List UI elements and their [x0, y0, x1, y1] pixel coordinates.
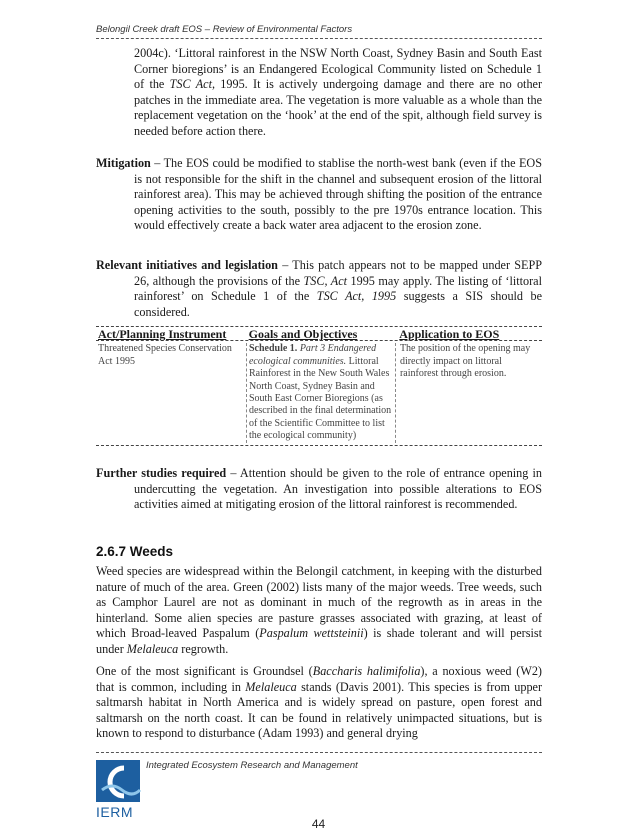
footer-divider [96, 752, 542, 753]
goal-bold: Schedule 1. [248, 343, 298, 355]
text-run: ) is shade tolerant and will persist under [96, 626, 542, 656]
iERM-logo-icon [96, 760, 144, 804]
table-header-goals: Goals and Objectives [248, 327, 358, 341]
paragraph-weeds-2 [96, 664, 542, 742]
text-run: ), a noxious weed (W2) that is common, including in [96, 664, 542, 694]
goal-italic: Part 3 Endangered ecological communities. [248, 343, 377, 367]
paragraph-relevant-initiatives [96, 258, 542, 320]
text-run: Weed species are widespread within the Belongil catchment, in keeping with the disturbed nature of much of the area. Green (2002) lists many of the major weeds. Tree weeds, such as Camphor Laurel are not as dominant in much of the regrowth as in areas in the hinterland. Some alien species are pasture grasses associated with grazing, at least of which Broad-leaved Paspalum ( [96, 564, 542, 641]
text-run: regrowth. [181, 641, 229, 656]
section-heading-weeds: 2.6.7 Weeds [96, 544, 174, 559]
legislation-table [96, 326, 542, 446]
paragraph-weeds-1 [96, 564, 542, 658]
italic-run: TSC Act, 1995 [316, 289, 397, 304]
italic-run: Melaleuca [245, 679, 297, 694]
mitigation-text: – The EOS could be modified to stablise the north-west bank (even if the EOS is not responsible for the shift in the channel and subsequent erosion of the littoral rainforest area). This may be achieved through shifting the position of the entrance opening activities to the south, possibly to the pre 1970s entrance location. This would effectively create a back water area adjacent to the erosion zone. [134, 156, 542, 233]
text-run: suggests a SIS should be considered. [134, 289, 543, 319]
mitigation-lead: Mitigation [96, 156, 151, 170]
table-header-row [96, 327, 542, 341]
text-run: 1995. It is actively undergoing damage and there are no other patches in the immediate area. The vegetation is more valuable as a whole than the replacement vegetation on the ‘hook’ at the end of the spit, although field survey is needed before action there. [134, 77, 543, 138]
relevant-lead: Relevant initiatives and legislation [96, 258, 278, 272]
page-number: 44 [311, 817, 326, 831]
text-run: stands (Davis 2001). This species is from upper saltmarsh habitat in North America and is widely spread on pasture, open forest and saltmarsh on the north coast. It can be found in relatively unimpacted situations, but is known to respond to disturbance (Adam 1993) and general drying [96, 679, 543, 741]
paragraph-littoral-rainforest [134, 46, 542, 140]
running-header: Belongil Creek draft EOS – Review of Environmental Factors [96, 24, 353, 35]
footer-org-name: Integrated Ecosystem Research and Management [146, 760, 358, 771]
table-cell-act: Threatened Species Conservation Act 1995 [98, 343, 232, 367]
header-divider [96, 38, 542, 39]
table-header-act: Act/Planning Instrument [98, 327, 227, 341]
italic-run: Paspalum wettsteinii [259, 626, 364, 641]
text-run: 2004c). ‘Littoral rainforest in the NSW North Coast, Sydney Basin and South East Corner bioregions’ is an Endangered Ecological Community listed on Schedule 1 of the [134, 46, 542, 92]
paragraph-mitigation [96, 156, 542, 234]
table-header-application: Application to EOS [399, 327, 500, 341]
text-run: One of the most significant is Groundsel ( [96, 664, 313, 678]
logo-text: IERM [96, 804, 133, 820]
goal-text: Littoral Rainforest in the New South Wales North Coast, Sydney Basin and South East Corner Bioregions (as described in the final determination of the Scientific Committee to list the ecological community) [248, 355, 392, 442]
further-lead: Further studies required [96, 466, 227, 480]
table-cell-goals [246, 343, 396, 442]
italic-run: Baccharis halimifolia [312, 664, 421, 678]
further-text: – Attention should be given to the role of entrance opening in undercutting the vegetation. An investigation into possible alterations to EOS activities aimed at mitigating erosion of the littoral rainforest is recommended. [134, 466, 543, 512]
paragraph-further-studies [96, 466, 542, 513]
table-cell-application: The position of the opening may directly impact on littoral rainforest through erosion. [399, 343, 531, 380]
italic-run: Melaleuca [126, 641, 179, 656]
italic-run: TSC, Act [303, 273, 348, 288]
italic-run: TSC Act, [169, 77, 215, 92]
table-row [96, 341, 542, 444]
text-run: – This patch appears not to be mapped under SEPP 26, although the provisions of the [134, 258, 543, 288]
text-run: 1995 may apply. The listing of ‘littoral rainforest’ on Schedule 1 of the [134, 273, 542, 304]
